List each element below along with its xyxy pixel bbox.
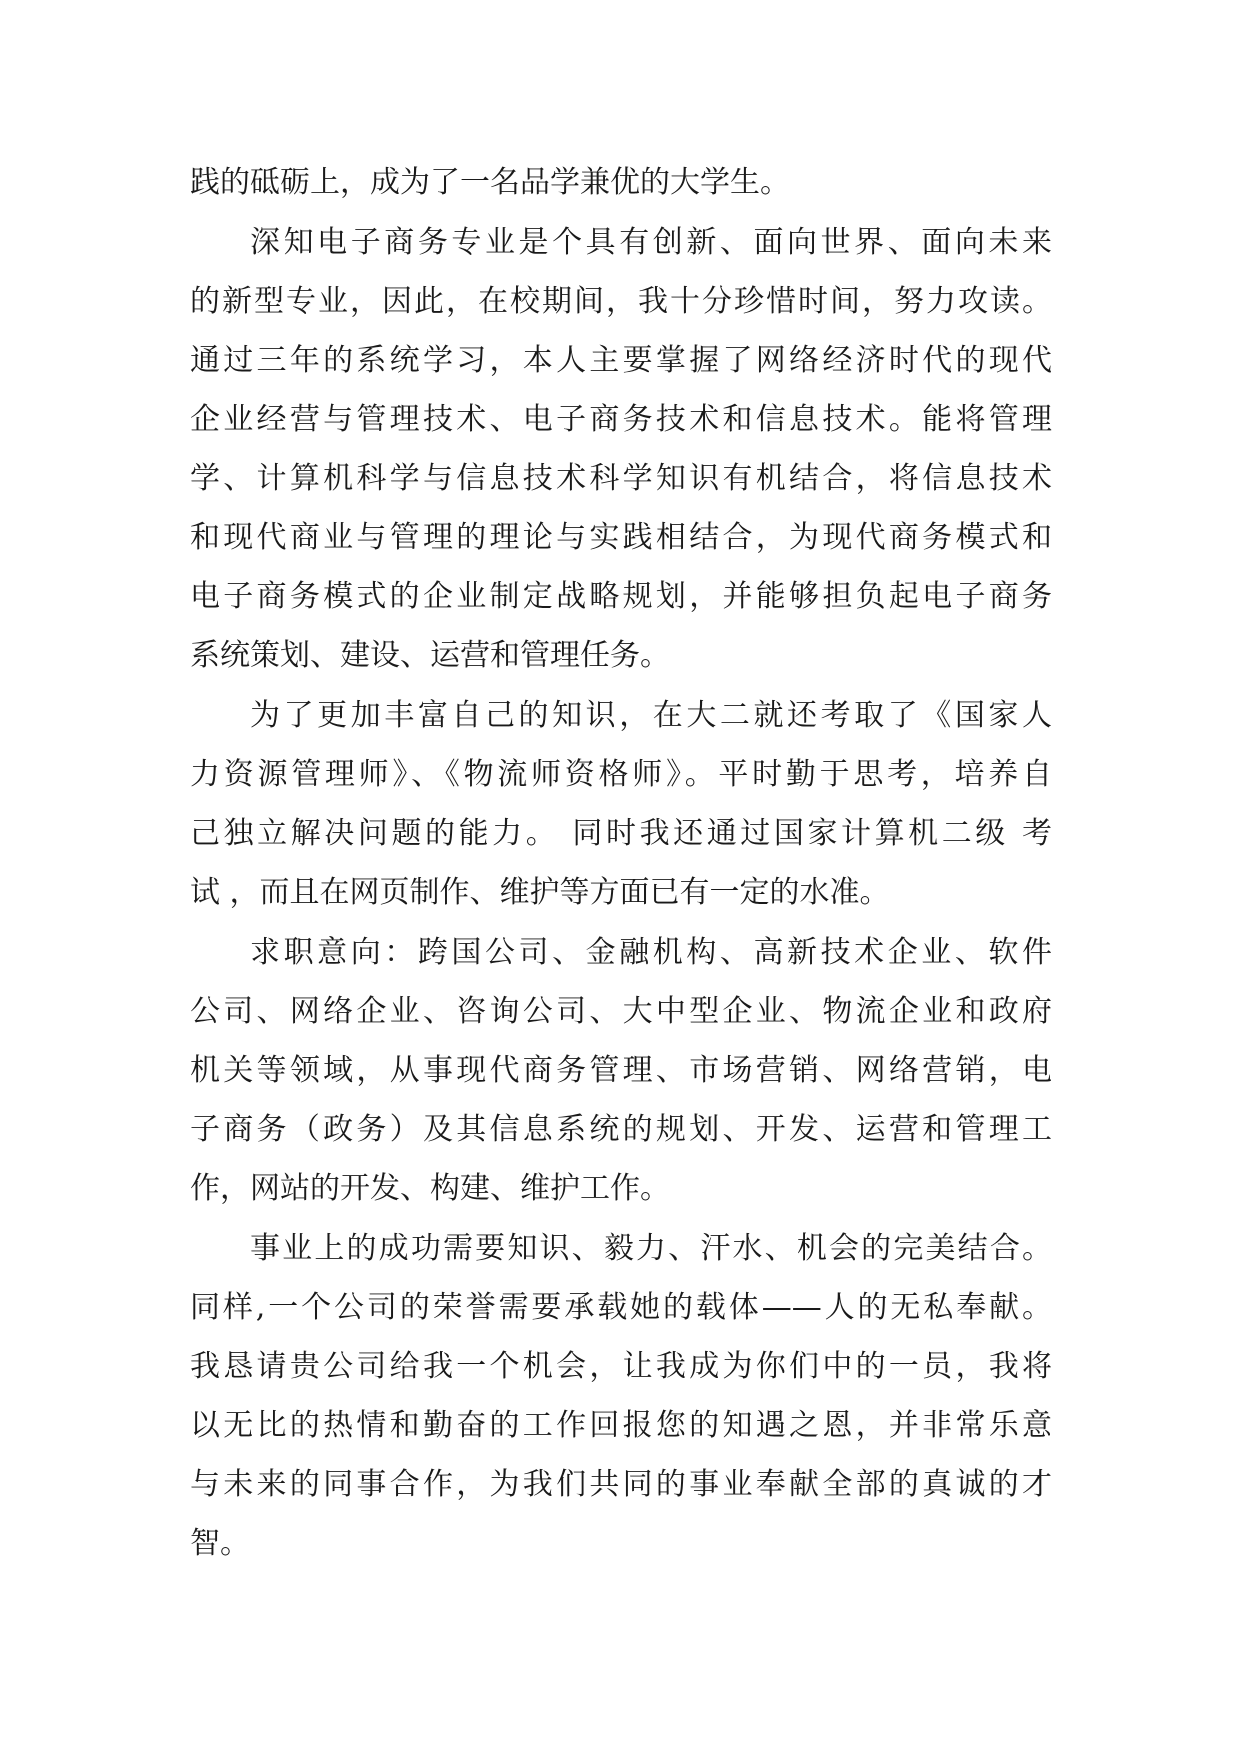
text-line: 企业经营与管理技术、电子商务技术和信息技术。能将管理 (190, 402, 1052, 437)
text-line: 同样,一个公司的荣誉需要承载她的载体——人的无私奉献。 (190, 1290, 1052, 1325)
text-line: 践的砥砺上，成为了一名品学兼优的大学生。 (190, 165, 790, 200)
text-line: 与未来的同事合作，为我们共同的事业奉献全部的真诚的才 (190, 1467, 1052, 1502)
text-line: 通过三年的系统学习，本人主要掌握了网络经济时代的现代 (190, 343, 1052, 378)
text-line: 机关等领域，从事现代商务管理、市场营销、网络营销，电 (190, 1053, 1052, 1088)
text-line: 试 ，而且在网页制作、维护等方面已有一定的水准。 (190, 875, 890, 910)
text-line: 公司、网络企业、咨询公司、大中型企业、物流企业和政府 (190, 994, 1052, 1029)
text-line: 深知电子商务专业是个具有创新、面向世界、面向未来 (250, 225, 1052, 260)
text-line: 力资源管理师》、《物流师资格师》。平时勤于思考，培养自 (190, 757, 1052, 792)
text-line: 以无比的热情和勤奋的工作回报您的知遇之恩，并非常乐意 (190, 1408, 1052, 1443)
text-line: 作，网站的开发、构建、维护工作。 (190, 1171, 670, 1206)
text-line: 系统策划、建设、运营和管理任务。 (190, 638, 670, 673)
text-line: 求职意向：跨国公司、金融机构、高新技术企业、软件 (250, 935, 1052, 970)
text-line: 子商务（政务）及其信息系统的规划、开发、运营和管理工 (190, 1112, 1052, 1147)
text-line: 为了更加丰富自己的知识，在大二就还考取了《国家人 (250, 698, 1052, 733)
text-line: 和现代商业与管理的理论与实践相结合，为现代商务模式和 (190, 520, 1052, 555)
text-line: 我恳请贵公司给我一个机会，让我成为你们中的一员，我将 (190, 1349, 1052, 1384)
text-line: 己独立解决问题的能力。 同时我还通过国家计算机二级 考 (190, 816, 1052, 851)
text-line: 的新型专业，因此，在校期间，我十分珍惜时间，努力攻读。 (190, 284, 1052, 319)
text-line: 学、计算机科学与信息技术科学知识有机结合，将信息技术 (190, 461, 1052, 496)
text-line: 电子商务模式的企业制定战略规划，并能够担负起电子商务 (190, 579, 1052, 614)
text-line: 事业上的成功需要知识、毅力、汗水、机会的完美结合。 (250, 1231, 1052, 1266)
text-line: 智。 (190, 1526, 250, 1561)
